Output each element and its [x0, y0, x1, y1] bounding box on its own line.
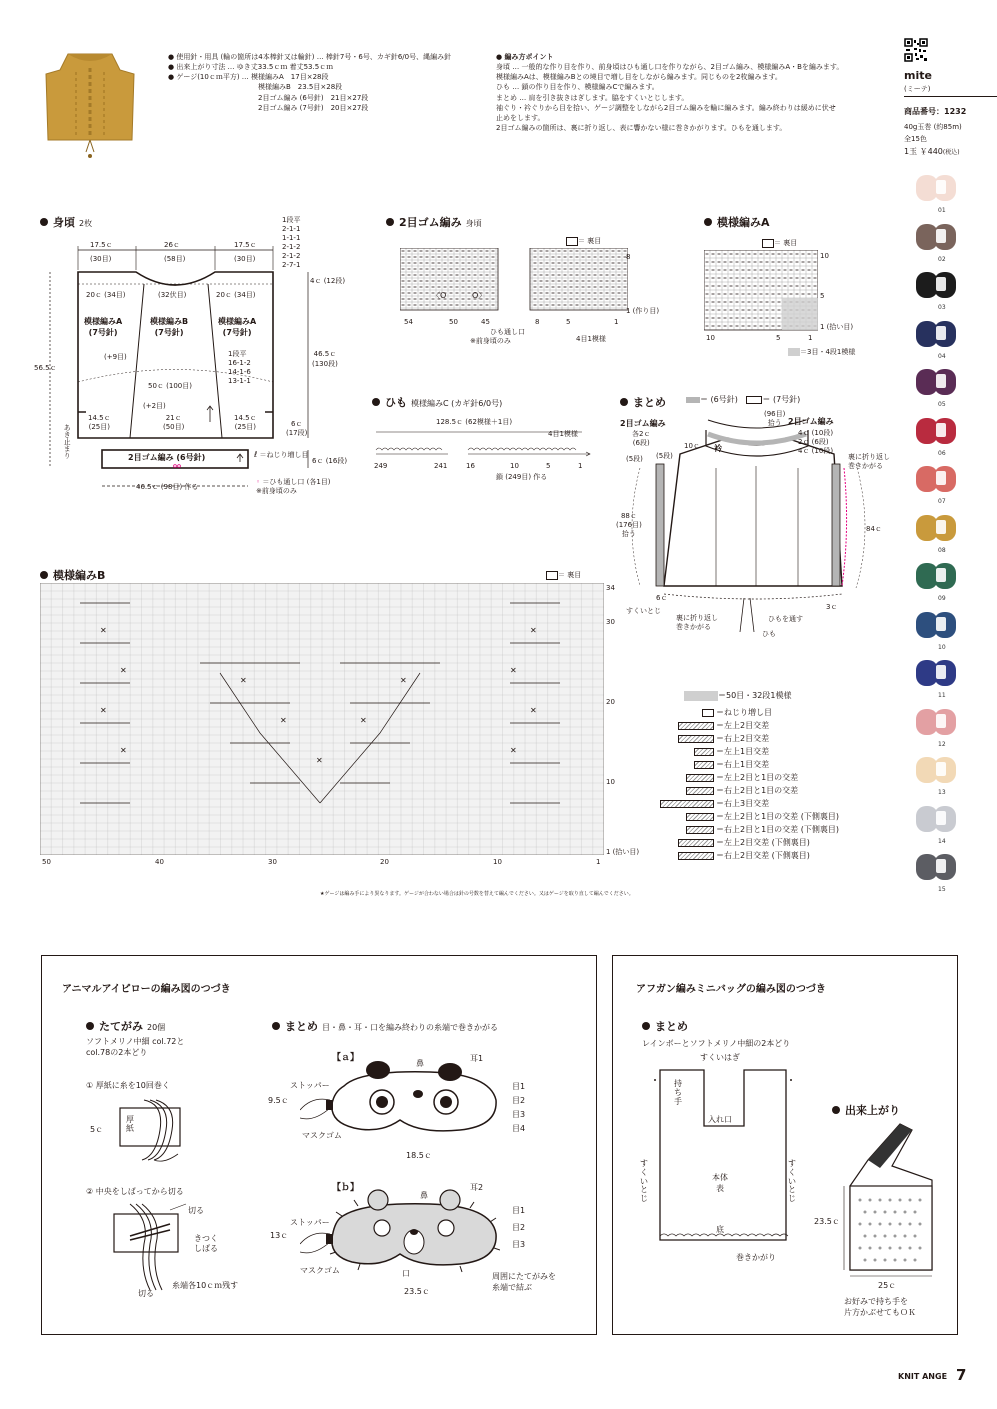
yarn-swatch-13	[916, 757, 968, 787]
pillow-b-stopper: ストッパー	[290, 1218, 330, 1227]
pillow-b-mane-note: 周囲にたてがみを 糸端で結ぶ	[492, 1272, 556, 1292]
cord-1: 1	[578, 462, 583, 470]
finish-rib-left-dims: 各2ｃ (6段)	[632, 430, 651, 448]
pattern-b-row-10: 10	[606, 778, 615, 786]
swatch-number: 15	[938, 886, 946, 893]
finish-neck-10: 10ｃ	[684, 442, 700, 450]
yarn-swatch-04	[916, 321, 968, 351]
pattern-b-legend: ＝ 裏目	[546, 570, 581, 580]
pattern-a-row-1: 1 (拾い目)	[820, 323, 854, 331]
pattern-a-right: 模様編みA (7号針)	[218, 317, 257, 338]
yarn-label-band	[936, 617, 946, 631]
legend-twist: ℓ ＝ねじり増し目	[254, 450, 309, 459]
yarn-label-band	[936, 423, 946, 437]
pillow-b-nose: 鼻	[420, 1191, 428, 1200]
pattern-a-repeat: ＝3目・4段1模様	[788, 347, 855, 357]
svg-text:✕: ✕	[280, 716, 287, 725]
materials-line: ● ゲージ(10ｃｍ平方) … 模様編みA 17目×28段	[168, 73, 329, 82]
yarn-swatch-11	[916, 660, 968, 690]
pattern-b-col-10: 10	[493, 858, 502, 866]
finish-cord: ひも	[762, 630, 776, 638]
bag-done-height: 23.5ｃ	[814, 1217, 840, 1226]
finish-arm-left: 88ｃ (176目) 拾う	[616, 512, 642, 539]
finish-rib-right: 2目ゴム編み	[788, 417, 834, 426]
rib-col-8: 8	[535, 318, 540, 326]
rib-repeat: 4目1模様	[576, 335, 606, 343]
pattern-a-legend: ＝ 裏目	[762, 238, 797, 248]
rib-col-5: 5	[566, 318, 571, 326]
pattern-a-left: 模様編みA (7号針)	[84, 317, 123, 338]
rib-col-45: 45	[481, 318, 490, 326]
svg-text:〈O: 〈O	[432, 291, 447, 300]
points-title: ● 編み方ポイント	[496, 53, 554, 61]
swatch-number: 08	[938, 546, 946, 554]
open-stop: あき止まり	[63, 424, 72, 459]
body-width-right: 17.5ｃ	[234, 241, 257, 249]
cast-on: 46.5ｃ (98目) 作る	[136, 483, 199, 491]
body-st-center: (58目)	[164, 255, 186, 263]
pattern-a-chart	[704, 250, 818, 332]
points-block	[496, 52, 843, 133]
pillow-finish-title: まとめ 目・鼻・耳・口を編み終わりの糸端で巻きかがる	[272, 1018, 498, 1034]
finish-fold: 裏に折り返し 巻きかがる	[848, 453, 890, 471]
product-number: 商品番号：1232	[904, 107, 967, 116]
svg-text:✕: ✕	[360, 716, 367, 725]
yarn-label-band	[936, 762, 946, 776]
yarn-label-band	[936, 520, 946, 534]
mane-cut-1: 切る	[188, 1206, 204, 1215]
svg-text:✕: ✕	[120, 746, 127, 755]
cord-241: 241	[434, 462, 448, 470]
swatch-number: 04	[938, 352, 946, 360]
yarn-spec: 40g玉巻 (約85m)	[904, 123, 962, 131]
svg-text:✕: ✕	[510, 666, 517, 675]
pattern-a-col-1: 1	[808, 334, 813, 342]
yarn-label-band	[936, 326, 946, 340]
yarn-label-band	[936, 859, 946, 873]
mane-step1: ① 厚紙に糸を10回巻く	[86, 1081, 170, 1090]
pattern-a-row-10: 10	[820, 252, 829, 260]
inc-9: (+9目)	[104, 353, 127, 361]
svg-text:✕: ✕	[100, 706, 107, 715]
bag-seam-top: すくいはぎ	[700, 1053, 740, 1062]
footer-magazine: KNIT ANGE	[898, 1372, 948, 1381]
pattern-b-col-1: 1	[596, 858, 601, 866]
yarn-label-band	[936, 229, 946, 243]
bag-done-note: お好みで持ち手を 片方かぶせてもＯＫ	[844, 1297, 916, 1318]
yarn-swatch-08	[916, 515, 968, 545]
legend-item: ＝左上2目交差 (下側裏目)	[652, 837, 810, 848]
rib-cord-note: ひも通し口 ※前身頃のみ	[470, 328, 525, 346]
bag-done-width: 25ｃ	[878, 1281, 897, 1290]
swatch-number: 14	[938, 837, 946, 845]
materials-block	[168, 52, 451, 113]
pillow-a-ear1: 耳1	[470, 1054, 484, 1063]
points-line: 袖ぐり・衿ぐりから目を拾い、ゲージ調整をしながら2目ゴム編みを輪に編みます。編み終わりは緩めに伏せ	[496, 103, 836, 112]
mane-tie: きつく しばる	[194, 1234, 218, 1254]
svg-text:O〉: O〉	[472, 291, 487, 300]
body-height: 46.5ｃ (130段)	[312, 350, 338, 368]
panel-width-left: 20ｃ (34目)	[86, 291, 126, 299]
points-line: まとめ … 肩を引き抜きはぎします。脇をすくいとじします。	[496, 93, 689, 102]
gauge-note: ★ゲージは編み手により異なります。ゲージが合わない場合は針の号数を替えて編んでください。又はゲージを取り直して編んでください。	[320, 891, 634, 897]
yarn-label-band	[936, 568, 946, 582]
bag-opening: 入れ口	[708, 1115, 732, 1124]
center-bind-off: (32伏目)	[158, 291, 187, 299]
yarn-label-band	[936, 665, 946, 679]
cord-249: 249	[374, 462, 388, 470]
legend-item: ＝右上2目と1目の交差 (下側裏目)	[652, 824, 839, 835]
low-left: 14.5ｃ (25目)	[88, 414, 111, 432]
yarn-swatch-07	[916, 466, 968, 496]
bag-yarn: レインボーとソフトメリノ中細の2本どり	[642, 1039, 791, 1048]
vest-photo	[40, 48, 140, 166]
finish-side-6: 6ｃ	[656, 594, 668, 602]
pattern-b-col-40: 40	[155, 858, 164, 866]
pillow-a-nose: 鼻	[416, 1059, 424, 1068]
rib-legend: ＝ 裏目	[566, 236, 601, 246]
section-title-finish: まとめ	[620, 394, 666, 410]
svg-text:✕: ✕	[120, 666, 127, 675]
points-line: ひも … 鎖の作り目を作り、模様編みCで編みます。	[496, 83, 659, 92]
bag-whip: 巻きかがり	[736, 1253, 776, 1262]
pillow-a-width: 18.5ｃ	[406, 1151, 432, 1160]
svg-text:✕: ✕	[530, 706, 537, 715]
section-title-pattern-a: 模様編みA	[704, 214, 770, 230]
rib-height: 6ｃ (16段)	[312, 457, 348, 465]
svg-text:✕: ✕	[530, 626, 537, 635]
section-title-rib: 2目ゴム編み 身頃	[386, 214, 482, 230]
legend-repeat: ＝50目・32段1模様	[684, 690, 791, 701]
finish-neck-pick: (96目) 拾う	[764, 410, 786, 428]
pillow-b-height: 13ｃ	[270, 1231, 289, 1240]
legend-cord: ◦ ＝ひも通し口 (各1目) ※前身頃のみ	[256, 478, 331, 496]
bag-seam-right: すくいとじ	[788, 1159, 796, 1204]
cord-length: 128.5ｃ (62模様＋1目)	[436, 418, 513, 426]
points-line: 模様編みAは、模様編みBとの境目で増し目をしながら編みます。同じものを2枚編みます。	[496, 73, 782, 82]
swatch-number: 03	[938, 304, 946, 311]
price-tax: (税込)	[942, 149, 960, 156]
swatch-number: 01	[938, 207, 946, 214]
cord-repeat: 4目1模様	[548, 430, 578, 438]
yarn-swatch-02	[916, 224, 968, 254]
side-shaping: 1段平 16-1-2 14-1-6 13-1-1	[228, 350, 251, 386]
pattern-a-row-5: 5	[820, 292, 825, 300]
rib-chart	[400, 248, 631, 314]
yarn-swatch-10	[916, 612, 968, 642]
total-height: 56.5ｃ	[34, 364, 57, 372]
materials-line: ● 使用針・用具 (輪の箇所は4本棒針又は輪針) … 棒針7号・6号、カギ針6/0号、縄編み針	[168, 53, 452, 61]
finish-fold-bottom: 裏に折り返し 巻きかがる	[676, 614, 718, 632]
legend-item: ＝左上1目交差	[652, 746, 769, 757]
mane-cut-2: 切る	[138, 1289, 154, 1298]
points-line: 2目ゴム編みの箇所は、裏に折り返し、表に響かない様に巻きかがります。ひもを通します。	[496, 123, 787, 132]
brand-rule	[904, 96, 997, 97]
cord-5: 5	[546, 462, 551, 470]
qr-code[interactable]	[904, 38, 928, 62]
low-right: 14.5ｃ (25目)	[234, 414, 257, 432]
swatch-number: 10	[938, 643, 946, 651]
yarn-swatch-06	[916, 418, 968, 448]
mane-card-label: 厚紙	[126, 1115, 134, 1133]
rib-row-1: 1 (作り目)	[626, 307, 660, 315]
bag-finish-title: まとめ	[642, 1018, 688, 1034]
pillow-b-eyes: 目1 目2 目3	[512, 1206, 526, 1249]
pattern-b-chart	[40, 583, 604, 855]
body-width-left: 17.5ｃ	[90, 241, 113, 249]
low-center: 21ｃ (50目)	[163, 414, 185, 432]
legend-item: ＝左上2目と1目の交差	[652, 772, 798, 783]
section-title-body: 身頃 2枚	[40, 214, 92, 230]
mane-title: たてがみ 20個	[86, 1018, 165, 1034]
svg-text:✕: ✕	[240, 676, 247, 685]
pattern-a-col-10: 10	[706, 334, 715, 342]
cord-chart	[372, 426, 602, 464]
pattern-b-row-30: 30	[606, 618, 615, 626]
mane-yarn: ソフトメリノ中細 col.72と col.78の2本どり	[86, 1037, 185, 1058]
cord-chain: 鎖 (249目) 作る	[496, 473, 548, 481]
mane-card-width: 5ｃ	[90, 1125, 104, 1134]
footer-page-number: 7	[956, 1366, 967, 1384]
finish-rib-left-5b: (5段)	[656, 452, 673, 460]
legend-item: ＝左上2目と1目の交差 (下側裏目)	[652, 811, 839, 822]
swatch-number: 12	[938, 740, 946, 748]
pillow-a-height: 9.5ｃ	[268, 1096, 289, 1105]
legend-item: ＝右上2目交差 (下側裏目)	[652, 850, 810, 861]
svg-text:✕: ✕	[316, 756, 323, 765]
yarn-swatch-14	[916, 806, 968, 836]
pillow-b-ear2: 耳2	[470, 1183, 484, 1192]
finish-rib-left-5a: (5段)	[626, 455, 643, 463]
body-st-left: (30目)	[90, 255, 112, 263]
bag-done-diagram	[840, 1120, 940, 1280]
legend-item: ＝右上2目交差	[652, 733, 769, 744]
materials-line: 2目ゴム編み (6号針) 21目×27段	[258, 93, 369, 102]
yarn-swatch-15	[916, 854, 968, 884]
mane-step2: ② 中央をしばってから切る	[86, 1187, 184, 1196]
slit-height: 6ｃ (17段)	[286, 420, 308, 438]
yarn-swatch-01	[916, 175, 968, 205]
swatch-number: 07	[938, 498, 946, 505]
swatch-number: 05	[938, 401, 946, 408]
pattern-b-col-20: 20	[380, 858, 389, 866]
points-line: 止めをします。	[496, 113, 545, 122]
finish-seam: すくいとじ	[626, 607, 661, 615]
pattern-a-col-5: 5	[776, 334, 781, 342]
pillow-box-title: アニマルアイピローの編み図のつづき	[62, 984, 231, 995]
bag-done-title: 出来上がり	[832, 1102, 900, 1118]
yarn-label-band	[936, 180, 946, 194]
materials-line: 2目ゴム編み (7号針) 20目×27段	[258, 103, 369, 112]
finish-arm-right: 84ｃ	[866, 525, 882, 533]
bag-handle: 持ち手	[674, 1079, 682, 1106]
points-line: 身頃 … 一般的な作り目を作り、前身頃はひも通し口を作りながら、2目ゴム編み、模様編みA・Bを編みます。	[496, 63, 844, 72]
pillow-a-label: 【ａ】	[332, 1053, 360, 1063]
yarn-label-band	[936, 374, 946, 388]
finish-legend: ＝ (6号針) ＝ (7号針)	[686, 394, 800, 405]
pattern-b-col-50: 50	[42, 858, 51, 866]
yarn-label-band	[936, 471, 946, 485]
brand-name: mite	[904, 69, 932, 82]
svg-text:✕: ✕	[510, 746, 517, 755]
yarn-label-band	[936, 811, 946, 825]
swatch-number: 02	[938, 255, 946, 263]
neck-height: 4ｃ (12段)	[310, 277, 346, 285]
pillow-b-label: 【ｂ】	[332, 1183, 360, 1193]
brand-kana: (ミーテ)	[904, 85, 931, 93]
price-value: 1玉 ￥440	[904, 147, 943, 156]
yarn-label-band	[936, 714, 946, 728]
legend-item: ＝右上2目と1目の交差	[652, 785, 798, 796]
cord-10: 10	[510, 462, 519, 470]
bag-body: 本体 表	[712, 1173, 728, 1194]
pillow-b-width: 23.5ｃ	[404, 1287, 430, 1296]
pattern-b-col-30: 30	[268, 858, 277, 866]
rib-col-1: 1	[614, 318, 619, 326]
neck-shaping: 1段平 2-1-1 1-1-1 2-1-2 2-1-2 2-7-1	[282, 216, 301, 270]
pillow-a-stopper: ストッパー	[290, 1081, 330, 1090]
yarn-swatch-05	[916, 369, 968, 399]
pillow-a-eyes: 目1 目2 目3 目4	[512, 1082, 526, 1133]
materials-line: ● 出来上がり寸法 … ゆき丈33.5ｃｍ 着丈53.5ｃｍ	[168, 63, 334, 72]
yarn-swatch-03	[916, 272, 968, 302]
pattern-b-row-34: 34	[606, 584, 615, 592]
swatch-number: 11	[938, 692, 946, 699]
section-title-pattern-b: 模様編みB	[40, 567, 105, 583]
body-st-right: (30目)	[234, 255, 256, 263]
svg-text:✕: ✕	[100, 626, 107, 635]
inc-2: (+2目)	[143, 402, 166, 410]
rib-col-54: 54	[404, 318, 413, 326]
materials-line: 模様編みB 23.5目×28段	[258, 83, 343, 92]
bag-bottom: 底	[716, 1225, 724, 1234]
bag-seam-left: すくいとじ	[640, 1159, 648, 1204]
rib-band-label: 2目ゴム編み (6号針)	[128, 453, 206, 462]
rib-col-50: 50	[449, 318, 458, 326]
mane-ends: 糸端各10ｃｍ残す	[172, 1281, 239, 1290]
yarn-label-band	[936, 277, 946, 291]
yarn-swatch-09	[916, 563, 968, 593]
finish-thread: ひもを通す	[768, 615, 803, 623]
bag-layout-diagram	[640, 1050, 800, 1250]
bag-box-title: アフガン編みミニバッグの編み図のつづき	[636, 984, 826, 995]
pattern-b-row-20: 20	[606, 698, 615, 706]
pillow-b-gum: マスクゴム	[300, 1266, 340, 1275]
yarn-swatch-12	[916, 709, 968, 739]
finish-rib-left: 2目ゴム編み	[620, 419, 666, 428]
price	[904, 146, 960, 158]
color-count: 全15色	[904, 135, 927, 143]
legend-item: ＝左上2目交差	[652, 720, 769, 731]
cord-16: 16	[466, 462, 475, 470]
swatch-number: 13	[938, 789, 946, 796]
legend-item: ＝右上1目交差	[652, 759, 769, 770]
body-width-center: 26ｃ	[164, 241, 180, 249]
panel-width-right: 20ｃ (34目)	[216, 291, 256, 299]
swatch-number: 06	[938, 449, 946, 457]
legend-item: ＝右上3目交差	[652, 798, 769, 809]
pillow-a-gum: マスクゴム	[302, 1131, 342, 1140]
swatch-number: 09	[938, 595, 946, 602]
rib-row-8: 8	[626, 253, 631, 261]
finish-side-3: 3ｃ	[826, 603, 838, 611]
mane-card-diagram	[104, 1094, 200, 1166]
legend-item: ＝ねじり増し目	[652, 707, 772, 718]
pillow-b-mouth: 口	[402, 1269, 410, 1278]
finish-collar: 衿	[714, 444, 722, 453]
mid-width: 50ｃ (100目)	[148, 382, 192, 390]
finish-rib-right-dims: 4ｃ (10段) 2ｃ (6段) 4ｃ (10段)	[798, 429, 834, 456]
svg-text:✕: ✕	[400, 676, 407, 685]
pattern-b-center: 模様編みB (7号針)	[150, 317, 189, 338]
pattern-b-row-1: 1 (拾い目)	[606, 848, 640, 856]
section-title-cord: ひも 模様編みC (カギ針6/0号)	[372, 394, 502, 410]
